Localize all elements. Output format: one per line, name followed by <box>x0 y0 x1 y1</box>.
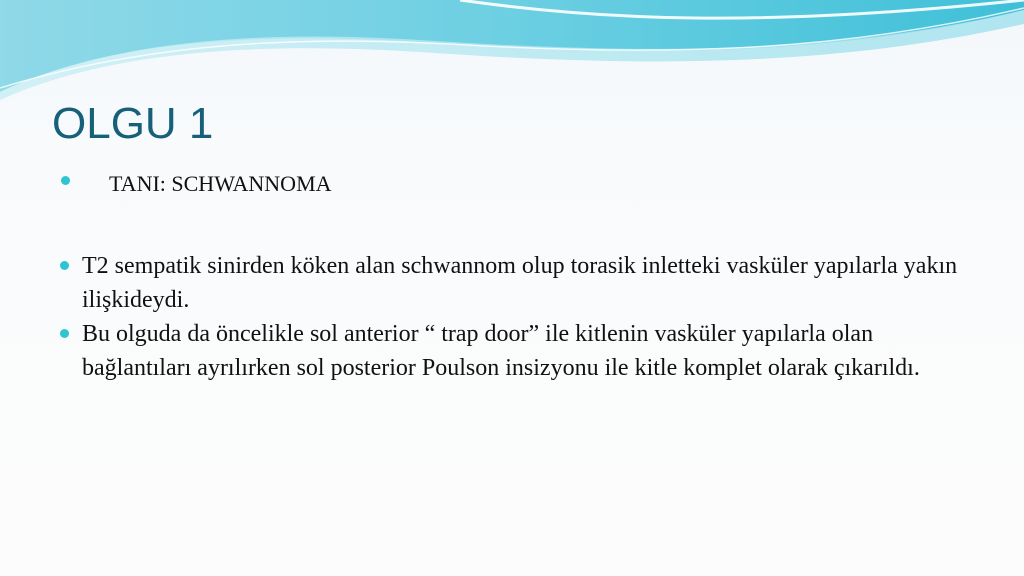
round-bullet-icon <box>60 261 69 270</box>
bullet-item-2 <box>58 317 958 385</box>
bullet-text-2: Bu olguda da öncelikle sol anterior “ trap door” ile kitlenin vasküler yapılarla olan bağlantıları ayrılırken sol posterior Poulson insizyonu ile kitle komplet olarak çıkarıldı. <box>82 321 920 381</box>
round-bullet-icon <box>61 176 70 185</box>
diagnosis-text: TANI: SCHWANNOMA <box>109 171 332 196</box>
bullet-list <box>58 249 958 385</box>
slide-title: OLGU 1 <box>52 99 214 148</box>
bullet-text-1: T2 sempatik sinirden köken alan schwannom olup torasik inletteki vasküler yapılarla yakın ilişkideydi. <box>82 253 958 313</box>
header-wave-decoration <box>0 0 1024 100</box>
bullet-item-1 <box>58 249 958 317</box>
round-bullet-icon <box>60 329 69 338</box>
